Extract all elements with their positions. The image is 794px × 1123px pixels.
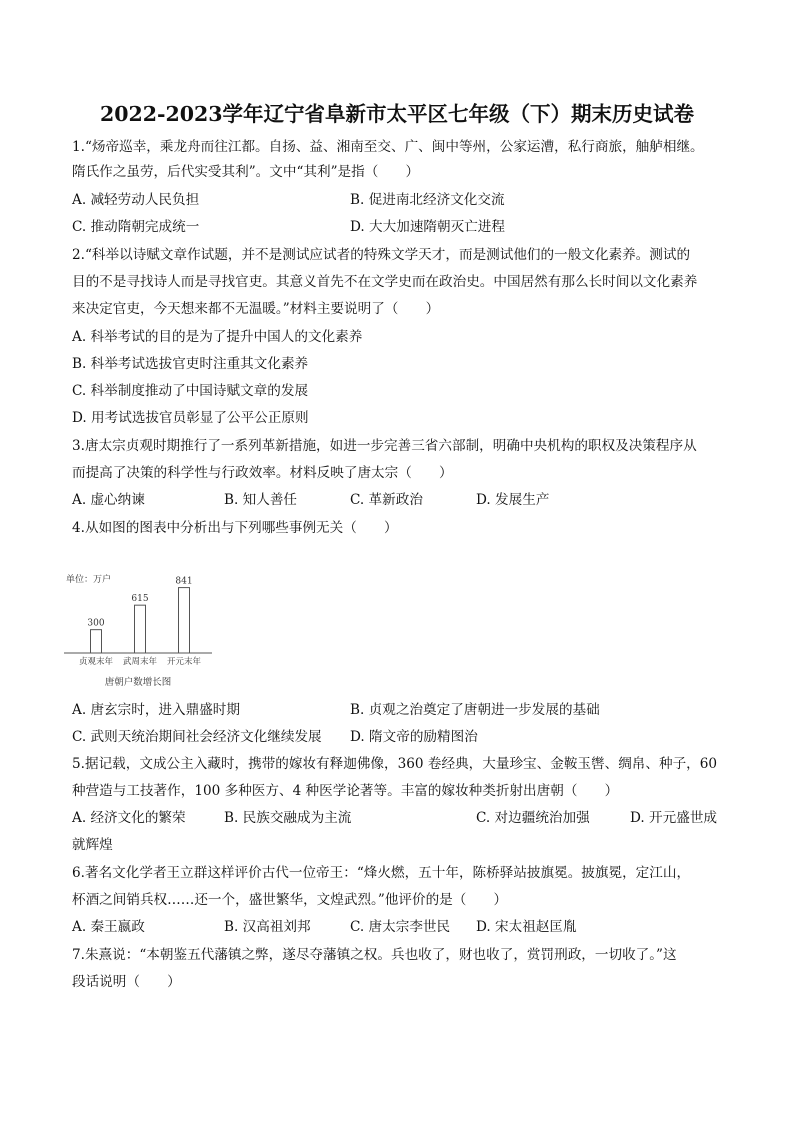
- chart-svg: [62, 566, 214, 690]
- question-7-line-2: 段话说明（ ）: [72, 974, 181, 990]
- question-6-line-1: 6.著名文化学者王立群这样评价古代一位帝王：“烽火燃，五十年，陈桥驿站披旗冕。披旗冕，定江山，: [72, 865, 691, 881]
- chart-unit-label: 单位：万户: [66, 575, 112, 585]
- question-7-line-1: 7.朱熹说：“本朝鉴五代藩镇之弊，遂尽夺藩镇之权。兵也收了，财也收了，赏罚刑政，一切收了。”这: [72, 947, 677, 963]
- question-4-option-c[interactable]: C. 武则天统治期间社会经济文化继续发展: [72, 729, 322, 745]
- question-4-option-d[interactable]: D. 隋文帝的励精图治: [350, 729, 478, 745]
- question-5-line-2: 种营造与工技著作，100 多种医方、4 种医学论著等。丰富的嫁妆种类折射出唐朝（ ）: [72, 783, 619, 799]
- chart-title: 唐朝户数增长图: [104, 677, 172, 688]
- question-4-option-a[interactable]: A. 唐玄宗时，进入鼎盛时期: [72, 702, 240, 718]
- question-1-option-d[interactable]: D. 大大加速隋朝灭亡进程: [350, 219, 505, 235]
- question-3-option-c[interactable]: C. 革新政治: [350, 492, 423, 508]
- question-3-option-b[interactable]: B. 知人善任: [224, 492, 298, 508]
- chart-bar: [179, 588, 190, 653]
- chart-value-label: 615: [131, 594, 149, 605]
- question-3-line-1: 3.唐太宗贞观时期推行了一系列革新措施，如进一步完善三省六部制，明确中央机构的职权及决策程序从: [72, 438, 697, 454]
- question-2-option-d[interactable]: D. 用考试选拔官员彰显了公平公正原则: [72, 410, 309, 426]
- chart-category-label: 开元末年: [166, 657, 202, 667]
- question-5-option-c[interactable]: C. 对边疆统治加强: [476, 810, 590, 826]
- question-3-option-a[interactable]: A. 虚心纳谏: [72, 492, 145, 508]
- question-2-line-3: 来决定官吏，今天想来都不无温暖。”材料主要说明了（ ）: [72, 301, 440, 317]
- question-4-option-b[interactable]: B. 贞观之治奠定了唐朝进一步发展的基础: [350, 702, 600, 718]
- question-5-option-a[interactable]: A. 经济文化的繁荣: [72, 810, 186, 826]
- chart-category-label: 贞观末年: [78, 657, 114, 667]
- question-4-line-1: 4.从如图的图表中分析出与下列哪些事例无关（ ）: [72, 520, 398, 536]
- question-1-line-2: 隋氏作之虽劳，后代实受其利”。文中“其利”是指（ ）: [72, 164, 420, 180]
- question-6-option-b[interactable]: B. 汉高祖刘邦: [224, 919, 311, 935]
- question-5-option-d-continued: 就辉煌: [72, 837, 113, 853]
- question-2-option-a[interactable]: A. 科举考试的目的是为了提升中国人的文化素养: [72, 329, 363, 345]
- question-2-option-c[interactable]: C. 科举制度推动了中国诗赋文章的发展: [72, 383, 309, 399]
- question-2-option-b[interactable]: B. 科举考试选拔官吏时注重其文化素养: [72, 356, 309, 372]
- question-2-line-1: 2.“科举以诗赋文章作试题，并不是测试应试者的特殊文学天才，而是测试他们的一般文化素养。测试的: [72, 247, 691, 263]
- question-1-line-1: 1.“炀帝巡幸，乘龙舟而往江都。自扬、益、湘南至交、广、闽中等州，公家运漕，私行商旅，舳舻相继。: [72, 139, 704, 155]
- question-3-line-2: 而提高了决策的科学性与行政效率。材料反映了唐太宗（ ）: [72, 465, 453, 481]
- question-5-line-1: 5.据记载，文成公主入藏时，携带的嫁妆有释迦佛像，360 卷经典，大量珍宝、金鞍玉辔、绸帛、种子，60: [72, 756, 718, 772]
- chart-bar: [135, 605, 146, 653]
- chart-bar: [91, 630, 102, 653]
- question-1-option-b[interactable]: B. 促进南北经济文化交流: [350, 192, 505, 208]
- question-6-line-2: 杯酒之间销兵权……还一个，盛世繁华，文煌武烈。”他评价的是（ ）: [72, 892, 508, 908]
- question-6-option-a[interactable]: A. 秦王嬴政: [72, 919, 145, 935]
- question-6-option-c[interactable]: C. 唐太宗李世民: [350, 919, 451, 935]
- page-title: 2022-2023学年辽宁省阜新市太平区七年级（下）期末历史试卷: [99, 102, 695, 126]
- question-6-option-d[interactable]: D. 宋太祖赵匡胤: [476, 919, 577, 935]
- question-5-option-b[interactable]: B. 民族交融成为主流: [224, 810, 352, 826]
- question-3-option-d[interactable]: D. 发展生产: [476, 492, 550, 508]
- household-growth-chart: [62, 566, 214, 690]
- chart-category-label: 武周末年: [122, 657, 158, 667]
- question-5-option-d[interactable]: D. 开元盛世成: [630, 810, 718, 826]
- chart-value-label: 841: [175, 576, 193, 587]
- chart-value-label: 300: [87, 618, 105, 629]
- question-1-option-c[interactable]: C. 推动隋朝完成统一: [72, 219, 200, 235]
- question-1-option-a[interactable]: A. 减轻劳动人民负担: [72, 192, 200, 208]
- question-2-line-2: 目的不是寻找诗人而是寻找官吏。其意义首先不在文学史而在政治史。中国居然有那么长时间以文化素养: [72, 274, 698, 290]
